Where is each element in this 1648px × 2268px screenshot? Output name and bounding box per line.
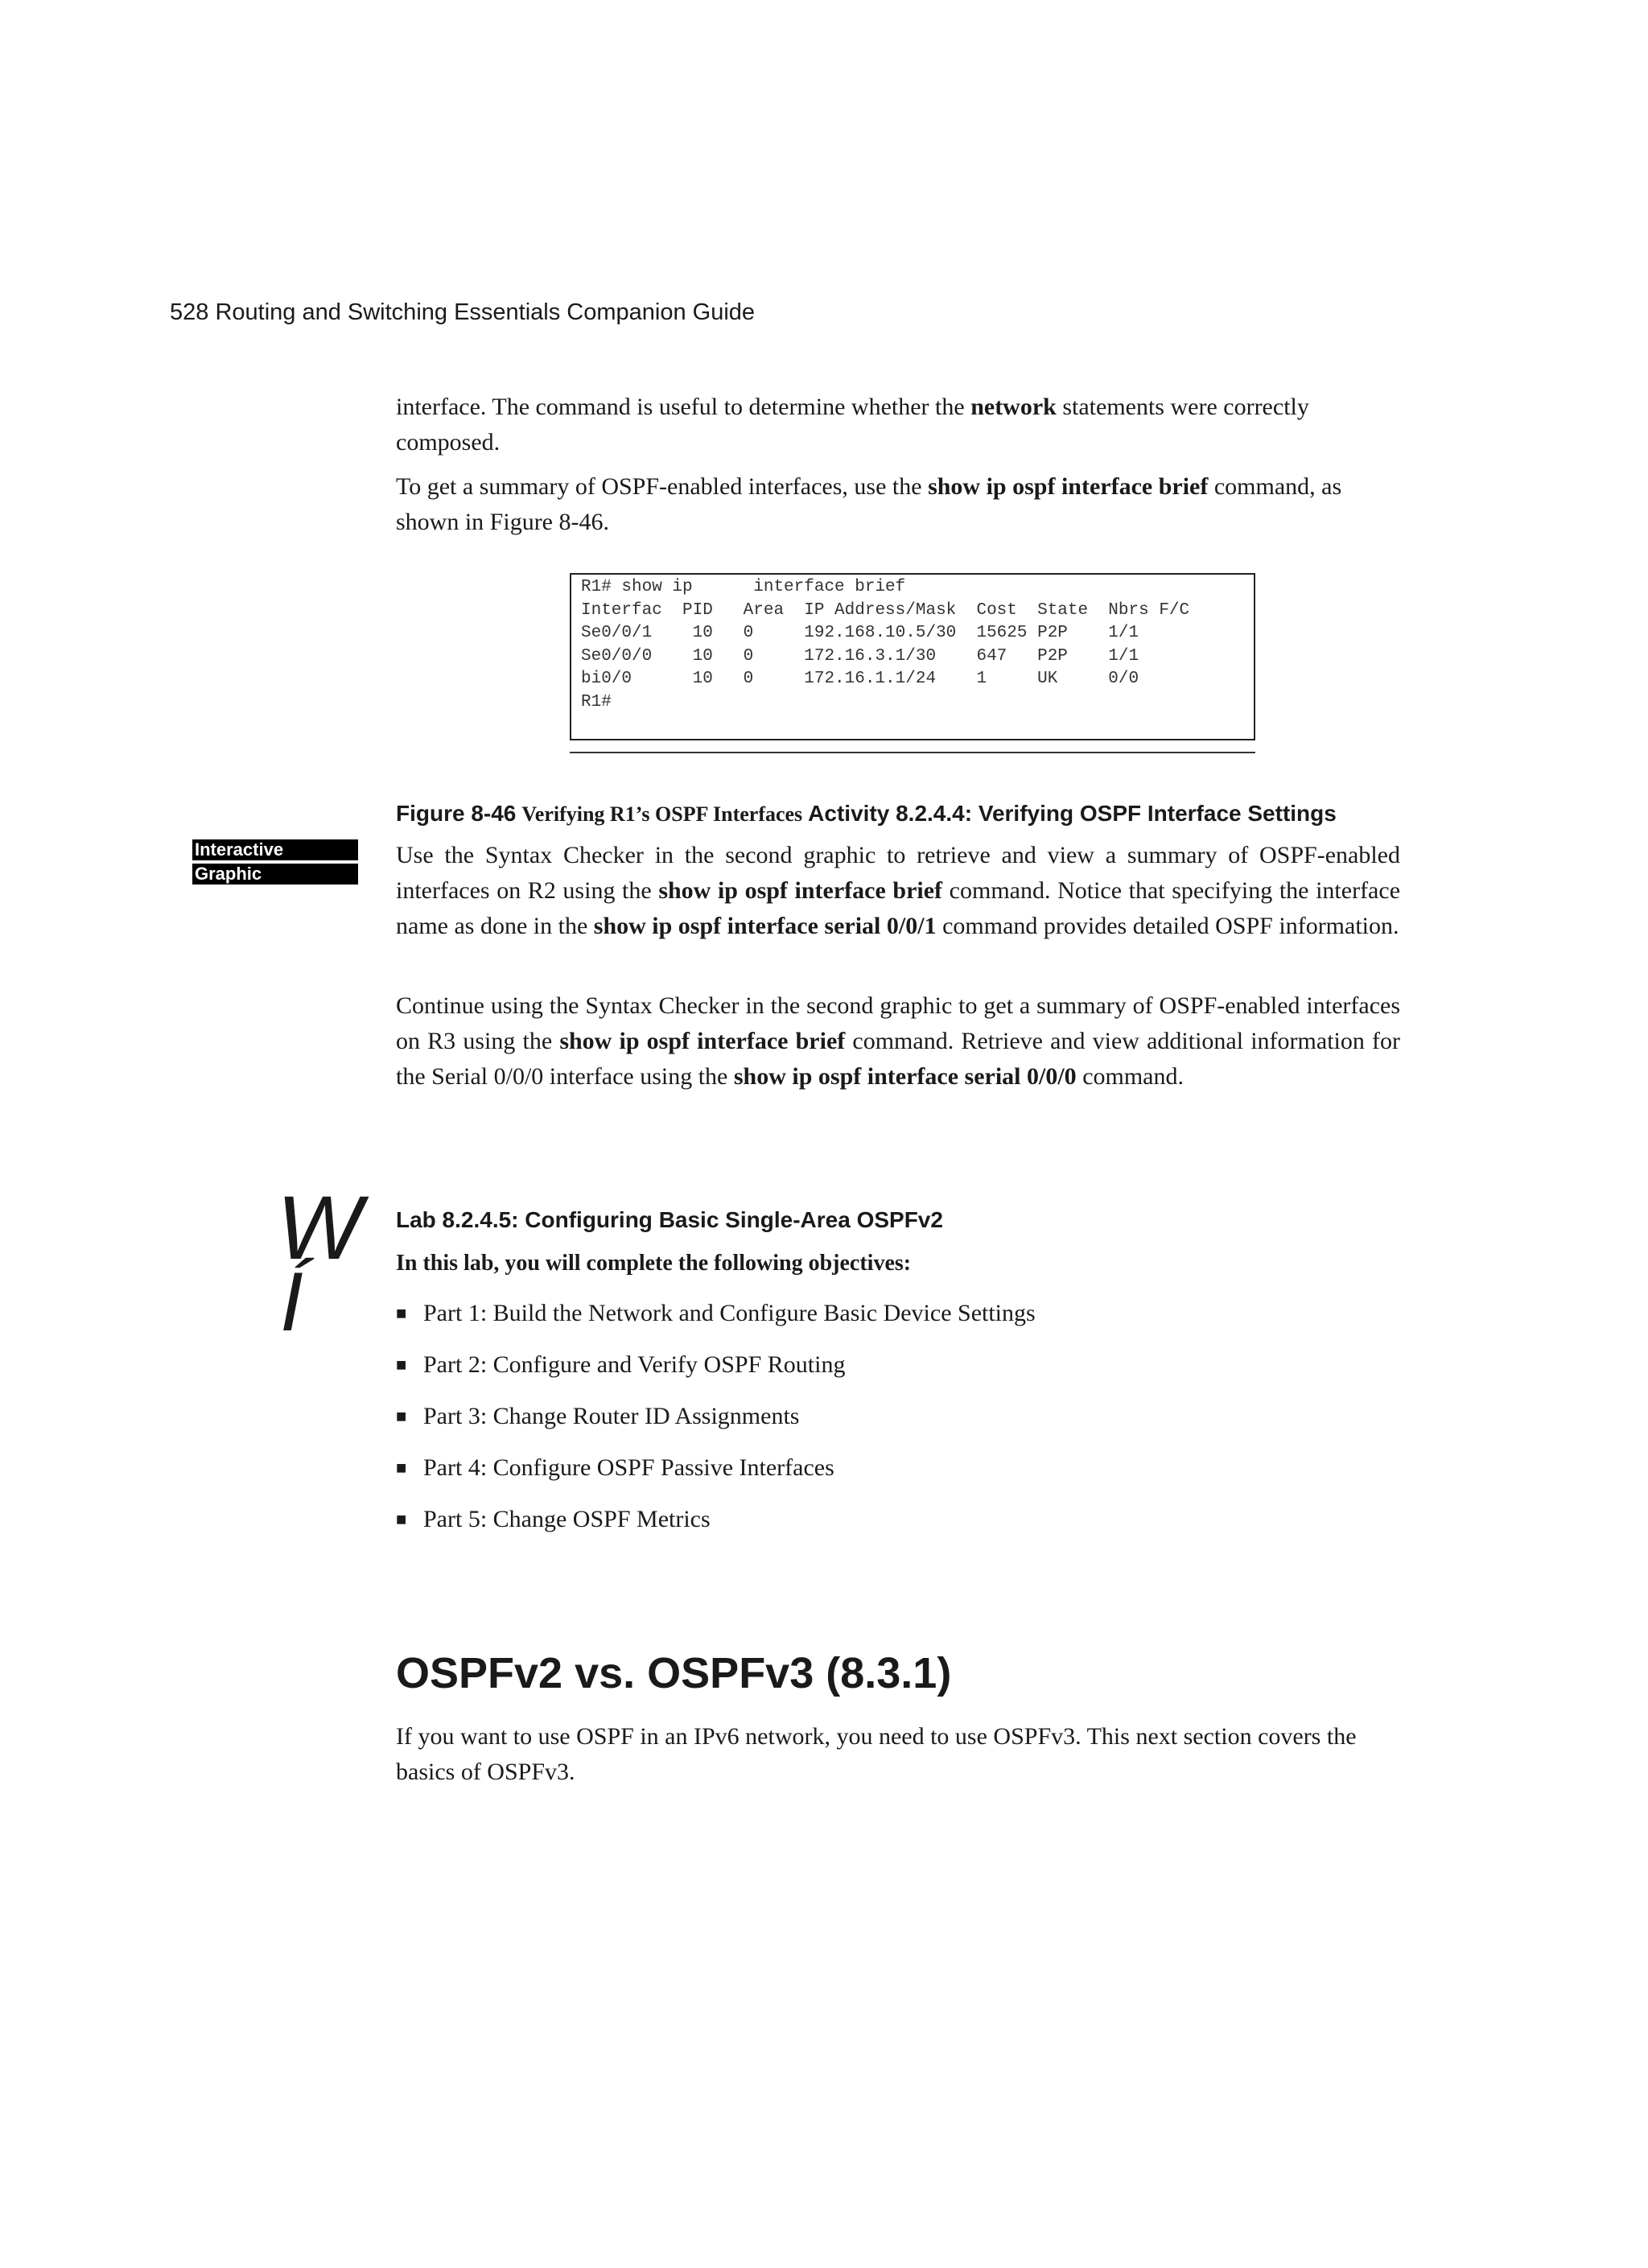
figure-title: Verifying R1’s OSPF Interfaces (521, 802, 803, 826)
paragraph-syntax-checker-r2: Use the Syntax Checker in the second graphic to retrieve and view a summary of OSPF-enabled interfaces on R2 using the show ip ospf interface brief command. Notice that specifying the interface name as done in the show ip ospf interface serial 0/0/1 command provides detailed OSPF information. (396, 842, 1401, 939)
section-body: If you want to use OSPF in an IPv6 network, you need to use OSPFv3. This next section covers the basics of OSPFv3. (396, 1723, 1357, 1785)
list-item: ■ Part 4: Configure OSPF Passive Interfaces (396, 1450, 1036, 1502)
running-head: 528 Routing and Switching Essentials Companion Guide (170, 299, 756, 325)
paragraph-ospf-summary: To get a summary of OSPF-enabled interfaces, use the show ip ospf interface brief command, as shown in Figure 8-46. (396, 473, 1342, 535)
terminal-line: bi0/0 10 0 172.16.1.1/24 1 UK 0/0 (581, 670, 1139, 688)
terminal-line: Interfac PID Area IP Address/Mask Cost State Nbrs F/C (581, 600, 1190, 620)
bullet-icon: ■ (396, 1509, 407, 1529)
lab-intro: In this lab, you will complete the following objectives: (396, 1251, 912, 1276)
paragraph-network-statements: interface. The command is useful to determine whether the network statements were correctly composed. (396, 394, 1309, 456)
terminal-line: R1# show ip interface brief (581, 578, 906, 596)
figure-caption (396, 801, 1337, 827)
list-item: ■ Part 5: Change OSPF Metrics (396, 1502, 1036, 1553)
interactive-graphic-badge: Interactive Graphic (192, 839, 358, 888)
terminal-line: R1# (581, 692, 612, 711)
list-item: ■ Part 1: Build the Network and Configure Basic Device Settings (396, 1296, 1036, 1347)
lab-icon: W Í (277, 1177, 362, 1349)
activity-title: Activity 8.2.4.4: Verifying OSPF Interface Settings (808, 801, 1337, 826)
bullet-icon: ■ (396, 1458, 407, 1478)
terminal-line: Se0/0/0 10 0 172.16.3.1/30 647 P2P 1/1 (581, 646, 1139, 666)
section-heading: OSPFv2 vs. OSPFv3 (8.3.1) (396, 1649, 952, 1697)
figure-rule (570, 752, 1255, 753)
lab-title: Lab 8.2.4.5: Configuring Basic Single-Area OSPFv2 (396, 1207, 943, 1232)
figure-label: Figure 8-46 (396, 801, 517, 826)
list-item: ■ Part 3: Change Router ID Assignments (396, 1399, 1036, 1450)
bullet-icon: ■ (396, 1406, 407, 1426)
list-item: ■ Part 2: Configure and Verify OSPF Routing (396, 1347, 1036, 1399)
terminal-output (570, 573, 1255, 740)
terminal-line: Se0/0/1 10 0 192.168.10.5/30 15625 P2P 1/1 (581, 624, 1139, 642)
objectives-list (396, 1296, 1036, 1553)
bullet-icon: ■ (396, 1303, 407, 1323)
paragraph-syntax-checker-r3: Continue using the Syntax Checker in the second graphic to get a summary of OSPF-enabled interfaces on R3 using the show ip ospf interface brief command. Retrieve and view additional information for the Serial 0/0/0 interface using the show ip ospf interface serial 0/0/0 command. (396, 992, 1401, 1090)
bullet-icon: ■ (396, 1355, 407, 1375)
